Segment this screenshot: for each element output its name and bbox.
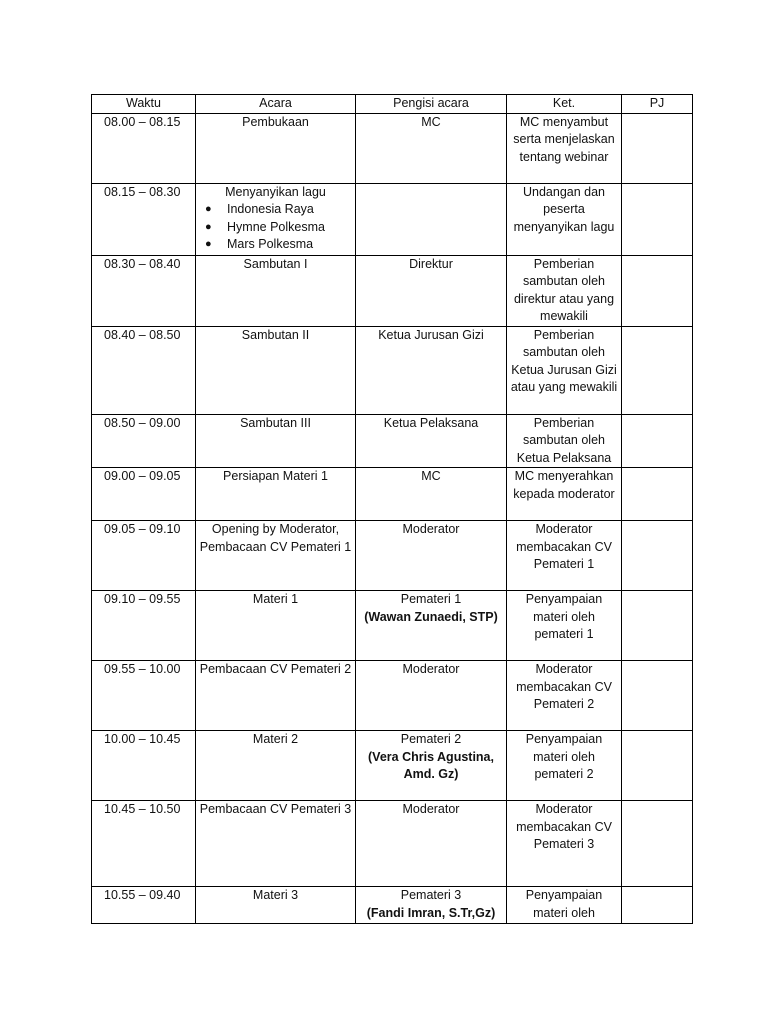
cell-acara: Materi 3 <box>196 887 356 924</box>
cell-pj <box>622 414 693 468</box>
cell-acara: Sambutan II <box>196 326 356 414</box>
speaker-name: (Fandi Imran, S.Tr,Gz) <box>366 905 496 920</box>
cell-pj <box>622 731 693 801</box>
cell-waktu: 10.45 – 10.50 <box>92 801 196 887</box>
speaker-role: Pemateri 3 <box>400 888 462 902</box>
cell-ket: Penyampaian materi oleh pemateri 2 <box>507 731 622 801</box>
cell-ket: Penyampaian materi oleh pemateri 1 <box>507 591 622 661</box>
speaker-role: Pemateri 2 <box>400 732 462 746</box>
table-row <box>92 113 693 183</box>
table-row <box>92 414 693 468</box>
table-row <box>92 731 693 801</box>
cell-waktu: 08.00 – 08.15 <box>92 113 196 183</box>
cell-acara: Sambutan I <box>196 255 356 326</box>
cell-acara: Sambutan III <box>196 414 356 468</box>
cell-ket: Pemberian sambutan oleh Ketua Jurusan Gizi atau yang mewakili <box>507 326 622 414</box>
cell-acara: Pembukaan <box>196 113 356 183</box>
cell-acara: Materi 2 <box>196 731 356 801</box>
cell-ket: Pemberian sambutan oleh direktur atau yang mewakili <box>507 255 622 326</box>
header-acara: Acara <box>196 95 356 114</box>
speaker-name: (Wawan Zunaedi, STP) <box>364 609 498 624</box>
cell-acara: Pembacaan CV Pemateri 2 <box>196 661 356 731</box>
speaker-role: Pemateri 1 <box>400 592 462 606</box>
cell-waktu: 09.55 – 10.00 <box>92 661 196 731</box>
table-row <box>92 591 693 661</box>
cell-acara: Pembacaan CV Pemateri 3 <box>196 801 356 887</box>
song-title: Mars Polkesma <box>227 237 314 251</box>
cell-pj <box>622 661 693 731</box>
song-title: Indonesia Raya <box>227 202 314 216</box>
cell-waktu: 09.10 – 09.55 <box>92 591 196 661</box>
cell-pj <box>622 801 693 887</box>
bullet-icon: ● <box>205 238 212 250</box>
cell-waktu: 08.40 – 08.50 <box>92 326 196 414</box>
cell-pengisi: Direktur <box>356 255 507 326</box>
cell-ket: Pemberian sambutan oleh Ketua Pelaksana <box>507 414 622 468</box>
list-item <box>199 201 352 219</box>
cell-pj <box>622 521 693 591</box>
cell-acara <box>196 183 356 255</box>
cell-pengisi <box>356 731 507 801</box>
cell-waktu: 10.00 – 10.45 <box>92 731 196 801</box>
list-item <box>199 219 352 237</box>
cell-pengisi <box>356 591 507 661</box>
cell-pengisi <box>356 183 507 255</box>
table-row <box>92 801 693 887</box>
bullet-icon: ● <box>205 203 212 215</box>
cell-ket: Undangan dan peserta menyanyikan lagu <box>507 183 622 255</box>
cell-pj <box>622 591 693 661</box>
cell-waktu: 08.50 – 09.00 <box>92 414 196 468</box>
table-row <box>92 661 693 731</box>
cell-pengisi: Moderator <box>356 661 507 731</box>
cell-pengisi: Moderator <box>356 801 507 887</box>
cell-waktu: 08.15 – 08.30 <box>92 183 196 255</box>
table-header-row <box>92 95 693 114</box>
list-item <box>199 236 352 254</box>
cell-ket: Moderator membacakan CV Pemateri 2 <box>507 661 622 731</box>
cell-acara-text: Menyanyikan lagu <box>225 184 326 199</box>
cell-ket: Penyampaian materi oleh <box>507 887 622 924</box>
cell-pengisi: Ketua Pelaksana <box>356 414 507 468</box>
cell-pj <box>622 468 693 521</box>
song-title: Hymne Polkesma <box>227 219 325 234</box>
bullet-icon: ● <box>205 220 212 233</box>
header-pengisi-acara: Pengisi acara <box>356 95 507 114</box>
cell-acara: Persiapan Materi 1 <box>196 468 356 521</box>
cell-pj <box>622 887 693 924</box>
cell-pj <box>622 326 693 414</box>
cell-ket: Moderator membacakan CV Pemateri 3 <box>507 801 622 887</box>
header-waktu: Waktu <box>92 95 196 114</box>
cell-acara: Materi 1 <box>196 591 356 661</box>
table-row <box>92 468 693 521</box>
table-row <box>92 183 693 255</box>
cell-pj <box>622 255 693 326</box>
song-list <box>199 201 352 254</box>
table-row <box>92 255 693 326</box>
cell-pengisi: Ketua Jurusan Gizi <box>356 326 507 414</box>
cell-waktu: 09.00 – 09.05 <box>92 468 196 521</box>
header-pj: PJ <box>622 95 693 114</box>
schedule-table <box>91 94 693 924</box>
cell-ket: Moderator membacakan CV Pemateri 1 <box>507 521 622 591</box>
cell-waktu: 10.55 – 09.40 <box>92 887 196 924</box>
speaker-name: (Vera Chris Agustina, Amd. Gz) <box>368 749 494 781</box>
header-ket: Ket. <box>507 95 622 114</box>
cell-pj <box>622 113 693 183</box>
cell-waktu: 08.30 – 08.40 <box>92 255 196 326</box>
table-row <box>92 521 693 591</box>
cell-pengisi: Moderator <box>356 521 507 591</box>
cell-pj <box>622 183 693 255</box>
cell-pengisi <box>356 887 507 924</box>
cell-pengisi: MC <box>356 468 507 521</box>
table-row <box>92 887 693 924</box>
cell-pengisi: MC <box>356 113 507 183</box>
cell-ket: MC menyambut serta menjelaskan tentang webinar <box>507 113 622 183</box>
table-row <box>92 326 693 414</box>
cell-acara: Opening by Moderator, Pembacaan CV Pemateri 1 <box>196 521 356 591</box>
cell-waktu: 09.05 – 09.10 <box>92 521 196 591</box>
cell-ket: MC menyerahkan kepada moderator <box>507 468 622 521</box>
